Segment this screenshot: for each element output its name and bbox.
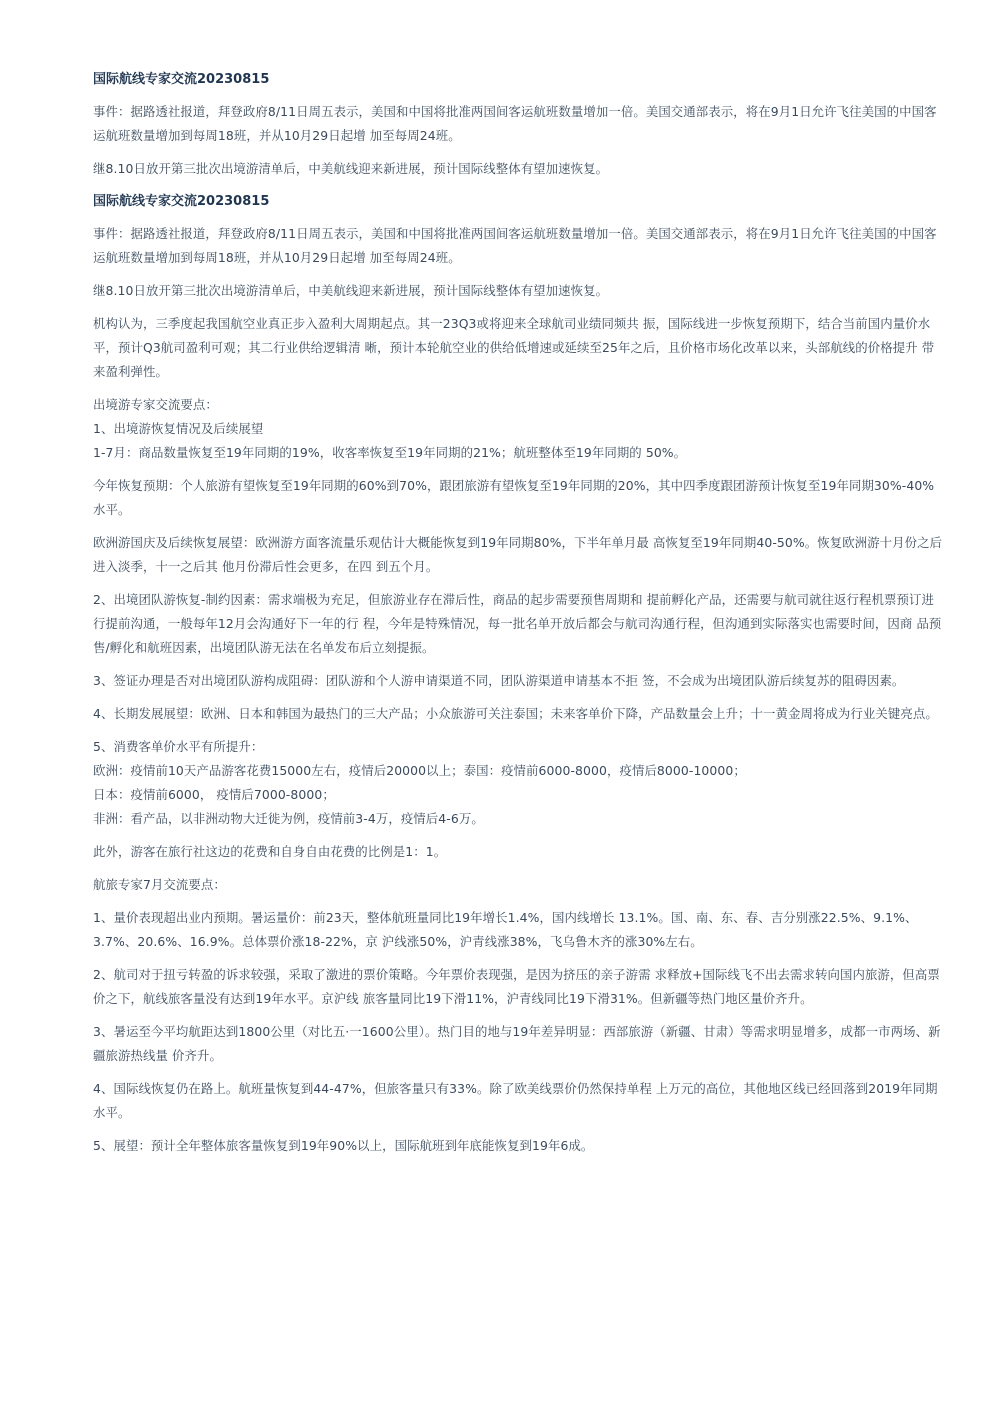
event-paragraph: 事件：据路透社报道，拜登政府8/11日周五表示，美国和中国将批准两国间客运航班数量增加一倍。美国交通部表示，将在9月1日允许飞往美国的中国客运航班数量增加到每周18班，并从10月29日起增 加至每周24班。 (93, 104, 937, 143)
document-title-repeat: 国际航线专家交流20230815 (93, 194, 270, 209)
item5-title: 5、消费客单价水平有所提升： (93, 739, 264, 754)
outbound-item3: 3、签证办理是否对出境团队游构成阻碍：团队游和个人游申请渠道不同，团队游渠道申请基本不拒 签，不会成为出境团队游后续复苏的阻碍因素。 (93, 673, 905, 688)
institution-paragraph: 机构认为，三季度起我国航空业真正步入盈利大周期起点。其一23Q3或将迎来全球航司业绩同频共 振，国际线进一步恢复预期下，结合当前国内量价水平，预计Q3航司盈利可观；其二行业供给逻辑清 晰，预计本轮航空业的供给低增速或延续至25年之后，且价格市场化改革以来，头部航线的价格提升 带来盈利弹性。 (93, 316, 935, 379)
ratio-paragraph: 此外，游客在旅行社这边的花费和自身自由花费的比例是1：1。 (93, 844, 447, 859)
outbound-item1-title: 1、出境游恢复情况及后续展望 (93, 421, 264, 436)
aviation-item2: 2、航司对于扭亏转盈的诉求较强，采取了激进的票价策略。今年票价表现强，是因为挤压的亲子游需 求释放+国际线飞不出去需求转向国内旅游，但高票价之下，航线旅客量没有达到19年水平。京沪线 旅客量同比19下滑11%，沪青线同比19下滑31%。但新疆等热门地区量价齐升。 (93, 967, 940, 1006)
aviation-item5: 5、展望：预计全年整体旅客量恢复到19年90%以上，国际航班到年底能恢复到19年6成。 (93, 1138, 594, 1153)
this-year-paragraph: 今年恢复预期：个人旅游有望恢复至19年同期的60%到70%，跟团旅游有望恢复至19年同期的20%，其中四季度跟团游预计恢复至19年同期30%-40%水平。 (93, 478, 935, 517)
aviation-item1: 1、量价表现超出业内预期。暑运量价：前23天，整体航班量同比19年增长1.4%，国内线增长 13.1%。国、南、东、春、吉分别涨22.5%、9.1%、3.7%、20.6%、16.9%。总体票价涨18-22%，京 沪线涨50%，沪青线涨38%，飞乌鲁木齐的涨30%左右。 (93, 910, 918, 949)
europe-paragraph: 欧洲游国庆及后续恢复展望：欧洲游方面客流量乐观估计大概能恢复到19年同期80%，下半年单月最 高恢复至19年同期40-50%。恢复欧洲游十月份之后进入淡季，十一之后其 他月份滞后性会更多，在四 到五个月。 (93, 535, 943, 574)
follow-paragraph: 继8.10日放开第三批次出境游清单后，中美航线迎来新进展，预计国际线整体有望加速恢复。 (93, 161, 609, 176)
aviation-header: 航旅专家7月交流要点： (93, 877, 226, 892)
event-paragraph-repeat: 事件：据路透社报道，拜登政府8/11日周五表示，美国和中国将批准两国间客运航班数量增加一倍。美国交通部表示，将在9月1日允许飞往美国的中国客运航班数量增加到每周18班，并从10月29日起增 加至每周24班。 (93, 226, 937, 265)
outbound-item2: 2、出境团队游恢复-制约因素：需求端极为充足，但旅游业存在滞后性，商品的起步需要预售周期和 提前孵化产品，还需要与航司就往返行程机票预订进行提前沟通，一般每年12月会沟通好下一年的行 程，今年是特殊情况，每一批名单开放后都会与航司沟通行程，但沟通到实际落实也需要时间，因商 品预售/孵化和航班因素，出境团队游无法在名单发布后立刻提振。 (93, 592, 942, 655)
outbound-item4: 4、长期发展展望：欧洲、日本和韩国为最热门的三大产品；小众旅游可关注泰国；未来客单价下降，产品数量会上升；十一黄金周将成为行业关键亮点。 (93, 706, 938, 721)
item5-japan: 日本：疫情前6000， 疫情后7000-8000； (93, 787, 335, 802)
follow-paragraph-repeat: 继8.10日放开第三批次出境游清单后，中美航线迎来新进展，预计国际线整体有望加速恢复。 (93, 283, 609, 298)
document-title: 国际航线专家交流20230815 (93, 72, 270, 87)
item5-europe: 欧洲：疫情前10天产品游客花费15000左右，疫情后20000以上；泰国：疫情前6000-8000，疫情后8000-10000； (93, 763, 746, 778)
outbound-item5 (93, 735, 944, 831)
aviation-item4: 4、国际线恢复仍在路上。航班量恢复到44-47%，但旅客量只有33%。除了欧美线票价仍然保持单程 上万元的高位，其他地区线已经回落到2019年同期水平。 (93, 1081, 938, 1120)
outbound-item1-text: 1-7月：商品数量恢复至19年同期的19%，收客率恢复至19年同期的21%；航班整体至19年同期的 50%。 (93, 445, 687, 460)
outbound-header: 出境游专家交流要点： (93, 397, 218, 412)
item5-africa: 非洲：看产品，以非洲动物大迁徙为例，疫情前3-4万，疫情后4-6万。 (93, 811, 484, 826)
aviation-item3: 3、暑运至今平均航距达到1800公里（对比五·一1600公里）。热门目的地与19年差异明显：西部旅游（新疆、甘肃）等需求明显增多，成都一市两场、新疆旅游热线量 价齐升。 (93, 1024, 941, 1063)
outbound-section (93, 393, 944, 465)
